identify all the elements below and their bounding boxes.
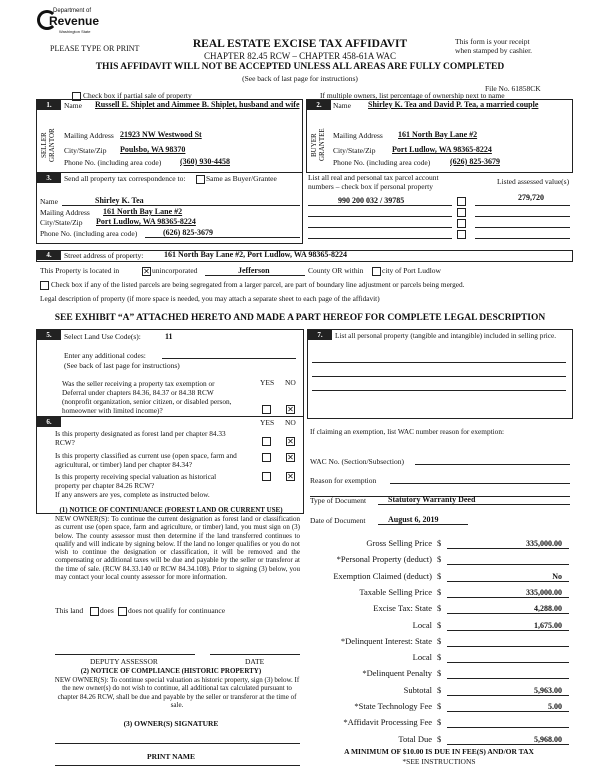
tax-row-label: *Personal Property (deduct)	[336, 554, 432, 565]
seller-side-label: SELLER GRANTOR	[40, 128, 56, 162]
corr-phone-line	[145, 237, 300, 238]
value-line-1	[475, 205, 570, 206]
owner-sig-line[interactable]	[55, 743, 300, 744]
tax-row-line	[447, 744, 569, 745]
buyer-addr[interactable]: 161 North Bay Lane #2	[398, 130, 478, 139]
sec6-q4: If any answers are yes, complete as instructed below.	[55, 490, 210, 499]
seller-phone-label: Phone No. (including area code)	[64, 158, 162, 167]
corr-phone[interactable]: (626) 825-3679	[163, 228, 213, 237]
buyer-name[interactable]: Shirley K. Tea and David P. Tea, a married couple	[368, 100, 539, 109]
county-line	[205, 275, 305, 276]
buyer-phone[interactable]: (626) 825-3679	[450, 157, 500, 166]
wac-label: WAC No. (Section/Subsection)	[310, 457, 404, 466]
notice-2-text: NEW OWNER(S): To continue special valuation as historic property, sign (3) below. If the new owner(s) do not wish to continue, all additional tax calculated pursuant to chapter 84.26 RCW, shall be due and payable by the seller or transferor at the time of sale.	[54, 676, 300, 709]
sec5-no: NO	[285, 378, 296, 387]
tax-row-label: *Delinquent Penalty	[362, 668, 432, 679]
additional-codes-line[interactable]	[162, 358, 296, 359]
sec6-q1a: Is this property designated as forest land per chapter 84.33	[55, 429, 226, 438]
county-label: County OR within	[308, 266, 364, 275]
forest-no-checkbox[interactable]: ✕	[287, 437, 294, 446]
personal-property-label: List all personal property (tangible and intangible) included in selling price.	[335, 331, 557, 340]
legal-description-label: Legal description of property (if more space is needed, you may attach a separate sheet to each page of the affidavit)	[40, 294, 380, 303]
print-name-line[interactable]	[55, 765, 300, 766]
corr-phone-label: Phone No. (including area code)	[40, 229, 138, 238]
notice-1-text: NEW OWNER(S): To continue the current designation as forest land or classification as current use (open space, farm and agriculture, or timber) land, you must sign on (3) below. The county assessor must then determine if the land transferred continues to qualify and will indicate by signing below. If the land no longer qualifies or you do not wish to continue the designation or classification, it will be removed and the compensating or additional taxes will be due and payable by the seller or transferor at the time of sale. (RCW 84.33.140 or RCW 84.34.108). Prior to signing (3) below, you may contact your local county assessor for more information.	[55, 515, 300, 582]
street-label: Street address of property:	[64, 251, 144, 260]
corr-name[interactable]: Shirley K. Tea	[95, 196, 144, 205]
tax-row-value[interactable]: 5,963.00	[534, 685, 562, 695]
parcel-line-4	[308, 238, 452, 239]
form-subtitle: CHAPTER 82.45 RCW – CHAPTER 458-61A WAC	[204, 51, 396, 61]
logo-name: Revenue	[49, 14, 100, 28]
buyer-side-label: BUYER GRANTEE	[310, 128, 326, 162]
seller-addr[interactable]: 21923 NW Westwood St	[120, 130, 202, 139]
assessed-value[interactable]: 279,720	[518, 193, 544, 202]
does-not-checkbox[interactable]	[118, 607, 127, 616]
buyer-name-label: Name	[333, 101, 351, 110]
sec5-yes: YES	[260, 378, 275, 387]
notice-1-title: (1) NOTICE OF CONTINUANCE (FOREST LAND OR CURRENT USE)	[59, 506, 283, 514]
sec4-num: 4.	[37, 250, 61, 260]
seller-city-label: City/State/Zip	[64, 146, 107, 155]
tax-row-line	[447, 581, 569, 582]
personal-property-checkbox-1[interactable]	[457, 197, 466, 206]
tax-row-label: Subtotal	[403, 684, 432, 695]
tax-row-label: *Delinquent Interest: State	[340, 635, 432, 646]
tax-row-value[interactable]: 335,000.00	[526, 587, 562, 597]
deputy-label: DEPUTY ASSESSOR	[90, 657, 158, 666]
tax-row-dollar: $	[437, 586, 442, 597]
forest-yes-checkbox[interactable]	[262, 437, 271, 446]
personal-property-line-3[interactable]	[312, 390, 566, 391]
tax-row-line	[447, 630, 569, 631]
buyer-city[interactable]: Port Ludlow, WA 98365-8224	[392, 145, 492, 154]
corr-city[interactable]: Port Ludlow, WA 98365-8224	[96, 217, 196, 226]
tax-row-value[interactable]: 1,675.00	[534, 620, 562, 630]
parcels-label-1: List all real and personal tax parcel account	[308, 173, 439, 182]
tax-row-value[interactable]: No	[552, 571, 562, 581]
tax-row-line	[447, 727, 569, 728]
tax-row-dollar: $	[437, 635, 442, 646]
tax-row-label: Local	[412, 619, 432, 630]
multiple-owners-label: If multiple owners, list percentage of ownership next to name	[320, 91, 505, 100]
exemption-yes-checkbox[interactable]	[262, 405, 271, 414]
assessed-label: Listed assessed value(s)	[497, 177, 570, 186]
tax-row-dollar: $	[437, 668, 442, 679]
tax-row-line	[447, 564, 569, 565]
sec6-yes: YES	[260, 418, 275, 427]
street-address[interactable]: 161 North Bay Lane #2, Port Ludlow, WA 98365-8224	[164, 250, 347, 259]
tax-row-value[interactable]: 5.00	[548, 702, 562, 711]
sec5-see-back: (See back of last page for instructions)	[64, 361, 180, 370]
does-label: does	[100, 606, 114, 615]
county-name[interactable]: Jefferson	[238, 266, 270, 275]
segregated-checkbox[interactable]	[40, 281, 49, 290]
wac-line[interactable]	[415, 464, 570, 465]
sec6-q2b: agricultural, or timber) land per chapter 84.34?	[55, 460, 192, 469]
reason-label: Reason for exemption	[310, 476, 377, 485]
current-use-yes-checkbox[interactable]	[262, 453, 271, 462]
personal-property-line-1[interactable]	[312, 362, 566, 363]
file-no: File No. 61858CK	[485, 84, 541, 93]
date-label: DATE	[245, 657, 265, 666]
owner-signature-label: (3) OWNER(S) SIGNATURE	[123, 719, 219, 728]
partial-sale-label: Check box if partial sale of property	[83, 91, 192, 100]
tax-row-label: Excise Tax: State	[373, 603, 432, 614]
land-use-label: Select Land Use Code(s):	[64, 332, 141, 341]
tax-row-dollar: $	[437, 603, 442, 614]
sec6-q1b: RCW?	[55, 438, 75, 447]
tax-row-dollar: $	[437, 538, 442, 548]
personal-property-checkbox-3[interactable]	[457, 219, 466, 228]
personal-property-line-2[interactable]	[312, 376, 566, 377]
city-checkbox[interactable]	[372, 267, 381, 276]
same-as-buyer-checkbox[interactable]	[196, 175, 205, 184]
tax-row-value[interactable]: 4,288.00	[534, 604, 562, 614]
parcel-line-3	[308, 227, 452, 228]
corr-num: 3.	[37, 173, 61, 183]
tax-row-line	[447, 597, 569, 598]
corr-addr[interactable]: 161 North Bay Lane #2	[103, 207, 183, 216]
tax-row-value[interactable]: 5,968.00	[534, 734, 562, 744]
corr-addr-label: Mailing Address	[40, 208, 90, 217]
buyer-num: 2.	[307, 100, 331, 110]
sec6-no: NO	[285, 418, 296, 427]
segregated-label: Check box if any of the listed parcels are being segregated from a larger parcel, are part of boundary line adjustment or parcels being merged.	[51, 280, 465, 289]
logo-state: Washington State	[59, 29, 91, 34]
print-name-label: PRINT NAME	[147, 752, 195, 761]
reason-line[interactable]	[390, 483, 570, 484]
tax-row-value[interactable]: 335,000.00	[526, 539, 562, 548]
does-not-label: does not qualify for continuance	[128, 606, 226, 615]
form-title: REAL ESTATE EXCISE TAX AFFIDAVIT	[192, 38, 408, 50]
seller-phone[interactable]: (360) 930-4458	[180, 157, 230, 166]
buyer-city-label: City/State/Zip	[333, 146, 376, 155]
value-line-2	[475, 216, 570, 217]
seller-addr-label: Mailing Address	[64, 131, 114, 140]
tax-row-dollar: $	[437, 701, 442, 711]
same-as-buyer-label: Same as Buyer/Grantee	[206, 174, 277, 183]
parcel-line-1	[308, 205, 452, 206]
see-back: (See back of last page for instructions)	[242, 74, 358, 83]
seller-city[interactable]: Poulsbo, WA 98370	[120, 145, 186, 154]
historic-yes-checkbox[interactable]	[262, 472, 271, 481]
does-checkbox[interactable]	[90, 607, 99, 616]
sec5-q1a: Was the seller receiving a property tax exemption or	[62, 379, 215, 388]
corr-city-label: City/State/Zip	[40, 218, 83, 227]
sec5-q1b: Deferral under chapters 84.36, 84.37 or 84.38 RCW	[62, 388, 214, 397]
current-use-no-checkbox[interactable]: ✕	[287, 453, 294, 462]
tax-row-dollar: $	[437, 733, 442, 744]
notice-2-title: (2) NOTICE OF COMPLIANCE (HISTORIC PROPERTY)	[80, 667, 262, 675]
see-instructions: *SEE INSTRUCTIONS	[402, 757, 476, 766]
sec6-q3b: property per chapter 84.26 RCW?	[55, 481, 155, 490]
logo-dept: Department of	[53, 8, 92, 14]
land-does-label: This land	[55, 606, 84, 615]
buyer-phone-label: Phone No. (including area code)	[333, 158, 431, 167]
tax-row-label: *Affidavit Processing Fee	[343, 717, 432, 728]
section-7	[307, 329, 573, 419]
parcels-label-2: numbers – check box if personal property	[308, 182, 433, 191]
sec6-num: 6.	[37, 417, 61, 427]
doc-type-label: Type of Document	[310, 496, 367, 505]
exhibit-note: SEE EXHIBIT “A” ATTACHED HERETO AND MADE A PART HEREOF FOR COMPLETE LEGAL DESCRIPTION	[54, 313, 546, 323]
print-note: PLEASE TYPE OR PRINT	[50, 44, 140, 53]
tax-row-dollar: $	[437, 570, 442, 581]
parcel-number[interactable]: 990 200 032 / 39785	[338, 196, 405, 205]
doc-date-label: Date of Document	[310, 516, 366, 525]
tax-row-label: Total Due	[398, 733, 432, 744]
tax-row-line	[447, 711, 569, 712]
buyer-addr-label: Mailing Address	[333, 131, 383, 140]
parcel-line-2	[308, 216, 452, 217]
receipt-note-1: This form is your receipt	[455, 37, 530, 46]
city-of-label: city of Port Ludlow	[382, 266, 441, 275]
doc-date[interactable]: August 6, 2019	[388, 515, 439, 524]
tax-row-line	[447, 646, 569, 647]
tax-row-dollar: $	[437, 652, 442, 663]
tax-row-label: Taxable Selling Price	[359, 586, 432, 597]
tax-row-label: *State Technology Fee	[354, 701, 432, 711]
corr-label: Send all property tax correspondence to:	[64, 174, 186, 183]
tax-row-label: Exemption Claimed (deduct)	[333, 570, 432, 581]
doc-type[interactable]: Statutory Warranty Deed	[388, 495, 476, 504]
tax-row-line	[447, 613, 569, 614]
historic-no-checkbox[interactable]: ✕	[287, 472, 294, 481]
tax-row-label: Gross Selling Price	[366, 538, 432, 548]
sec6-q3a: Is this property receiving special valuation as historical	[55, 472, 217, 481]
additional-codes-label: Enter any additional codes:	[64, 351, 146, 360]
personal-property-checkbox-2[interactable]	[457, 208, 466, 217]
personal-property-checkbox-4[interactable]	[457, 230, 466, 239]
tax-row-line	[447, 678, 569, 679]
unincorporated-checkbox[interactable]: ✕	[143, 267, 150, 276]
warning: THIS AFFIDAVIT WILL NOT BE ACCEPTED UNLESS ALL AREAS ARE FULLY COMPLETED	[95, 62, 505, 72]
tax-row-dollar: $	[437, 684, 442, 695]
value-line-3	[475, 227, 570, 228]
revenue-logo	[37, 8, 100, 38]
minimum-note: A MINIMUM OF $10.00 IS DUE IN FEE(S) AND/OR TAX	[344, 747, 534, 756]
deputy-sig-line[interactable]	[55, 654, 195, 655]
corr-name-label: Name	[40, 197, 58, 206]
tax-row-label: Local	[412, 652, 432, 663]
receipt-note-2: when stamped by cashier.	[455, 46, 533, 55]
tax-row-line	[447, 695, 569, 696]
date-sig-line[interactable]	[210, 654, 300, 655]
unincorporated-label: unincorporated	[152, 266, 198, 275]
tax-row-line	[447, 548, 569, 549]
tax-row-dollar: $	[437, 619, 442, 630]
sec7-num: 7.	[308, 330, 332, 340]
sec5-q1d: homeowner with limited income)?	[62, 406, 163, 415]
doc-date-line	[378, 524, 468, 525]
seller-num: 1.	[37, 100, 61, 110]
seller-name-label: Name	[64, 101, 82, 110]
located-label: This Property is located in	[40, 266, 120, 275]
corr-name-line	[62, 205, 300, 206]
land-use-code[interactable]: 11	[165, 332, 173, 341]
sec5-q1c: (nonprofit organization, senior citizen, or disabled person,	[62, 397, 232, 406]
exemption-no-checkbox[interactable]: ✕	[287, 405, 294, 414]
tax-row-line	[447, 662, 569, 663]
seller-name[interactable]: Russell E. Shiplet and Aimmee B. Shiplet, husband and wife	[95, 100, 300, 109]
tax-row-dollar: $	[437, 554, 442, 565]
value-line-4	[475, 238, 570, 239]
sec6-q2a: Is this property classified as current use (open space, farm and	[55, 451, 237, 460]
exemption-label: If claiming an exemption, list WAC number reason for exemption:	[310, 427, 504, 436]
tax-row-dollar: $	[437, 717, 442, 728]
sec5-num: 5.	[37, 330, 61, 340]
doc-type-line	[378, 504, 570, 505]
